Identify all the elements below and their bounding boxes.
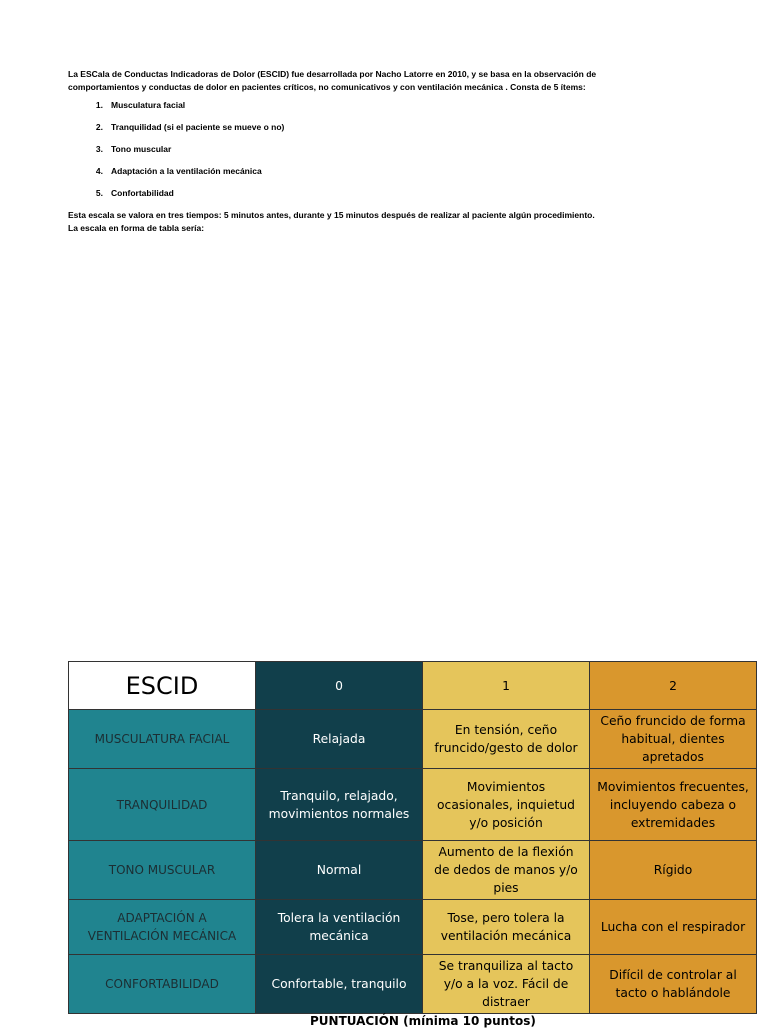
cell-score-1: Movimientos ocasionales, inquietud y/o posición xyxy=(423,769,590,841)
item-label: Tono muscular xyxy=(111,143,172,154)
cell-score-2: Movimientos frecuentes, incluyendo cabeza o extremidades xyxy=(590,769,757,841)
item-number: 5. xyxy=(95,187,103,198)
table-row xyxy=(69,841,757,900)
intro-line-1: La ESCala de Conductas Indicadoras de Dolor (ESCID) fue desarrollada por Nacho Latorre en 2010, y se basa en la observación de xyxy=(68,69,597,79)
cell-score-1: Se tranquiliza al tacto y/o a la voz. Fácil de distraer xyxy=(423,955,590,1014)
table-header-row xyxy=(69,662,757,710)
item-number: 3. xyxy=(95,143,103,154)
list-item xyxy=(68,94,708,116)
header-score-0: 0 xyxy=(256,662,423,710)
row-label: ADAPTACIÓN A VENTILACIÓN MECÁNICA xyxy=(69,900,256,955)
item-number: 1. xyxy=(95,99,103,110)
row-label: TRANQUILIDAD xyxy=(69,769,256,841)
item-label: Adaptación a la ventilación mecánica xyxy=(111,165,262,176)
list-item xyxy=(68,138,708,160)
list-item xyxy=(68,116,708,138)
table-row xyxy=(69,955,757,1014)
table-row xyxy=(69,900,757,955)
row-label: TONO MUSCULAR xyxy=(69,841,256,900)
cell-score-2: Ceño fruncido de forma habitual, dientes apretados xyxy=(590,710,757,769)
escid-table xyxy=(68,661,757,1014)
score-footer: PUNTUACIÓN (mínima 10 puntos) xyxy=(310,1014,536,1028)
timing-note: Esta escala se valora en tres tiempos: 5 minutos antes, durante y 15 minutos después de realizar al paciente algún procedimiento. xyxy=(68,210,595,220)
cell-score-2: Difícil de controlar al tacto o hablándole xyxy=(590,955,757,1014)
intro-line-2: comportamientos y conductas de dolor en pacientes críticos, no comunicativos y con ventilación mecánica . Consta de 5 ítems: xyxy=(68,82,586,92)
cell-score-1: En tensión, ceño fruncido/gesto de dolor xyxy=(423,710,590,769)
cell-score-0: Relajada xyxy=(256,710,423,769)
header-score-1: 1 xyxy=(423,662,590,710)
item-label: Tranquilidad (si el paciente se mueve o no) xyxy=(111,121,285,132)
table-title: ESCID xyxy=(69,662,256,710)
table-row xyxy=(69,769,757,841)
intro-paragraph xyxy=(68,68,708,94)
cell-score-2: Rígido xyxy=(590,841,757,900)
cell-score-2: Lucha con el respirador xyxy=(590,900,757,955)
cell-score-1: Aumento de la flexión de dedos de manos y/o pies xyxy=(423,841,590,900)
cell-score-0: Tolera la ventilación mecánica xyxy=(256,900,423,955)
item-label: Musculatura facial xyxy=(111,99,186,110)
item-label: Confortabilidad xyxy=(111,187,174,198)
cell-score-1: Tose, pero tolera la ventilación mecánica xyxy=(423,900,590,955)
row-label: CONFORTABILIDAD xyxy=(69,955,256,1014)
cell-score-0: Confortable, tranquilo xyxy=(256,955,423,1014)
item-number: 2. xyxy=(95,121,103,132)
list-item xyxy=(68,182,708,204)
document-body xyxy=(68,68,708,235)
item-number: 4. xyxy=(95,165,103,176)
table-intro: La escala en forma de tabla sería: xyxy=(68,223,205,233)
cell-score-0: Tranquilo, relajado, movimientos normales xyxy=(256,769,423,841)
item-list xyxy=(68,94,708,204)
row-label: MUSCULATURA FACIAL xyxy=(69,710,256,769)
cell-score-0: Normal xyxy=(256,841,423,900)
table-row xyxy=(69,710,757,769)
header-score-2: 2 xyxy=(590,662,757,710)
list-item xyxy=(68,160,708,182)
